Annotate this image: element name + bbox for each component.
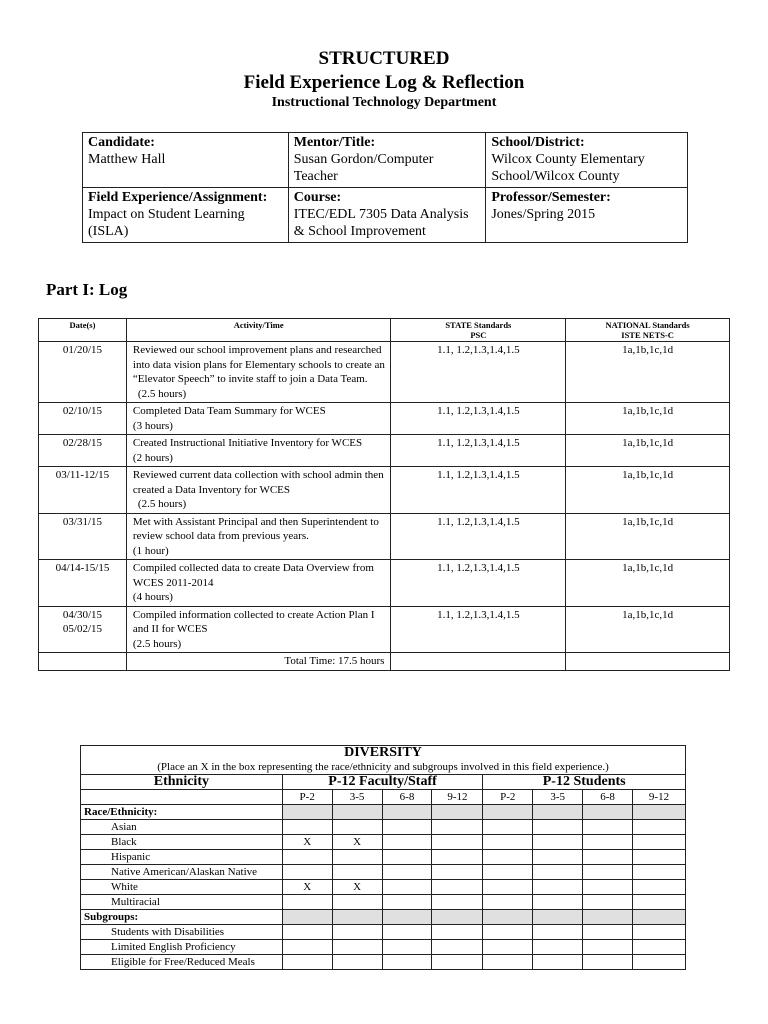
diversity-row [81, 865, 686, 880]
diversity-checkbox-cell[interactable] [432, 955, 483, 970]
diversity-row [81, 820, 686, 835]
diversity-checkbox-cell[interactable] [633, 865, 686, 880]
log-national-standards: 1a,1b,1c,1d [566, 403, 730, 435]
shaded-cell [483, 805, 533, 820]
diversity-row [81, 880, 686, 895]
log-state-standards: 1.1, 1.2,1.3,1.4,1.5 [391, 435, 566, 467]
log-activity [126, 342, 391, 403]
log-state-standards: 1.1, 1.2,1.3,1.4,1.5 [391, 342, 566, 403]
candidate-value: Matthew Hall [88, 152, 166, 167]
diversity-checkbox-cell[interactable] [633, 925, 686, 940]
log-activity-text: Completed Data Team Summary for WCES [132, 405, 326, 417]
ethnicity-header: Ethnicity [81, 775, 283, 790]
log-activity [126, 606, 391, 653]
log-activity-text: Created Instructional Initiative Inventory for WCES [132, 437, 363, 449]
log-total-empty [39, 653, 127, 671]
diversity-checkbox-cell[interactable] [633, 940, 686, 955]
doc-subtitle: Field Experience Log & Reflection [243, 72, 525, 93]
log-activity-time: (1 hour) [132, 544, 169, 557]
log-activity-time: (2 hours) [132, 451, 173, 464]
diversity-checkbox-cell[interactable] [633, 895, 686, 910]
log-national-standards: 1a,1b,1c,1d [566, 435, 730, 467]
log-activity [126, 560, 391, 607]
mentor-cell [288, 133, 486, 188]
log-activity-text: Compiled information collected to create Action Plan I and II for WCES [132, 608, 375, 635]
log-date-value: 04/14-15/15 [55, 562, 110, 574]
shaded-cell [332, 910, 382, 925]
log-activity-text: Reviewed our school improvement plans and researched into data vision plans for Elementary schools to create an “Elevator Speech” to invite staff to join a Data Team. [132, 344, 385, 385]
section-heading-log: Part I: Log [46, 280, 128, 299]
diversity-row-label: Hispanic [81, 850, 283, 865]
diversity-checkbox-cell[interactable] [633, 880, 686, 895]
log-header-date: Date(s) [39, 319, 127, 342]
diversity-checkbox-cell[interactable] [282, 925, 332, 940]
log-activity-time: (4 hours) [132, 591, 173, 603]
grade-header: P-2 [282, 790, 332, 805]
diversity-row [81, 925, 686, 940]
diversity-header [81, 746, 686, 775]
mentor-value: Susan Gordon/Computer Teacher [293, 152, 434, 184]
diversity-row-label: Eligible for Free/Reduced Meals [81, 955, 283, 970]
diversity-checkbox-cell[interactable] [332, 940, 382, 955]
diversity-checkbox-cell[interactable] [583, 820, 633, 835]
diversity-checkbox-cell[interactable] [332, 820, 382, 835]
diversity-checkbox-cell[interactable] [633, 955, 686, 970]
field-cell [83, 188, 289, 243]
subgroups-section-label-row [81, 910, 686, 925]
diversity-table [80, 745, 686, 970]
diversity-row [81, 895, 686, 910]
log-activity-time: (2.5 hours) [132, 637, 182, 650]
diversity-checkbox-cell[interactable] [382, 850, 432, 865]
log-total-row [39, 653, 730, 671]
grade-header: 3-5 [533, 790, 583, 805]
log-header-state-line2: PSC [470, 330, 487, 340]
log-row [39, 435, 730, 467]
diversity-checkbox-cell[interactable] [483, 880, 533, 895]
professor-cell [486, 188, 688, 243]
diversity-checkbox-cell[interactable] [583, 925, 633, 940]
diversity-checkbox-cell[interactable] [382, 940, 432, 955]
grade-header-empty [81, 790, 283, 805]
diversity-checkbox-cell[interactable] [483, 835, 533, 850]
log-date-value: 04/30/15 [62, 608, 103, 621]
students-header: P-12 Students [483, 775, 686, 790]
log-date-value: 02/10/15 [62, 405, 103, 417]
diversity-checkbox-cell[interactable] [432, 850, 483, 865]
doc-title: STRUCTURED [318, 48, 450, 69]
shaded-cell [633, 805, 686, 820]
school-cell [486, 133, 688, 188]
diversity-checkbox-cell[interactable] [533, 895, 583, 910]
diversity-checkbox-cell[interactable] [483, 925, 533, 940]
log-activity-text: Compiled collected data to create Data Overview from WCES 2011-2014 [132, 562, 374, 589]
diversity-row [81, 850, 686, 865]
diversity-row-label: Multiracial [81, 895, 283, 910]
diversity-checkbox-cell[interactable] [382, 820, 432, 835]
diversity-row-label: Limited English Proficiency [81, 940, 283, 955]
log-date-value: 03/31/15 [62, 515, 103, 528]
shaded-cell [432, 910, 483, 925]
mentor-label: Mentor/Title: [293, 135, 376, 150]
log-total-empty [391, 653, 566, 671]
diversity-checkbox-cell[interactable] [633, 820, 686, 835]
diversity-checkbox-cell[interactable] [282, 865, 332, 880]
log-header-national-line2: ISTE NETS-C [621, 330, 674, 340]
race-section-label: Race/Ethnicity: [81, 805, 283, 820]
log-date [39, 403, 127, 435]
diversity-checkbox-cell[interactable] [533, 925, 583, 940]
diversity-row-label: Black [81, 835, 283, 850]
diversity-row-label: Asian [81, 820, 283, 835]
log-national-standards: 1a,1b,1c,1d [566, 513, 730, 560]
school-label: School/District: [491, 135, 585, 150]
log-header-national [566, 319, 730, 342]
diversity-checkbox-cell[interactable] [633, 850, 686, 865]
log-national-standards: 1a,1b,1c,1d [566, 560, 730, 607]
school-value: Wilcox County Elementary School/Wilcox County [491, 152, 645, 184]
diversity-checkbox-cell[interactable] [583, 835, 633, 850]
diversity-checkbox-cell[interactable]: X [332, 835, 382, 850]
log-date [39, 467, 127, 514]
diversity-checkbox-cell[interactable] [633, 835, 686, 850]
diversity-checkbox-cell[interactable] [282, 955, 332, 970]
log-activity [126, 403, 391, 435]
shaded-cell [583, 910, 633, 925]
log-header-state [391, 319, 566, 342]
diversity-checkbox-cell[interactable] [432, 865, 483, 880]
log-row [39, 467, 730, 514]
log-national-standards: 1a,1b,1c,1d [566, 467, 730, 514]
diversity-checkbox-cell[interactable] [533, 940, 583, 955]
diversity-checkbox-cell[interactable] [483, 955, 533, 970]
diversity-checkbox-cell[interactable] [382, 835, 432, 850]
shaded-cell [282, 805, 332, 820]
log-date [39, 560, 127, 607]
diversity-checkbox-cell[interactable] [483, 820, 533, 835]
diversity-checkbox-cell[interactable] [382, 955, 432, 970]
grade-header: 9-12 [633, 790, 686, 805]
diversity-checkbox-cell[interactable] [533, 820, 583, 835]
diversity-checkbox-cell[interactable] [583, 895, 633, 910]
diversity-checkbox-cell[interactable] [432, 940, 483, 955]
log-date [39, 342, 127, 403]
log-date [39, 606, 127, 653]
diversity-row [81, 955, 686, 970]
diversity-row [81, 835, 686, 850]
diversity-checkbox-cell[interactable] [432, 925, 483, 940]
subgroups-section-label: Subgroups: [81, 910, 283, 925]
grade-header-row [81, 790, 686, 805]
diversity-checkbox-cell[interactable] [282, 820, 332, 835]
shaded-cell [533, 910, 583, 925]
field-label: Field Experience/Assignment: [88, 190, 268, 205]
log-total: Total Time: 17.5 hours [126, 653, 391, 671]
course-cell [288, 188, 486, 243]
diversity-checkbox-cell[interactable] [382, 925, 432, 940]
diversity-checkbox-cell[interactable] [533, 835, 583, 850]
shaded-cell [533, 805, 583, 820]
log-date-value: 02/28/15 [62, 437, 103, 449]
diversity-checkbox-cell[interactable] [332, 895, 382, 910]
shaded-cell [432, 805, 483, 820]
diversity-checkbox-cell[interactable] [483, 940, 533, 955]
diversity-row-label: White [81, 880, 283, 895]
professor-label: Professor/Semester: [491, 190, 611, 205]
grade-header: 3-5 [332, 790, 382, 805]
log-header-national-line1: NATIONAL Standards [605, 320, 690, 330]
log-date [39, 435, 127, 467]
log-header-activity: Activity/Time [126, 319, 391, 342]
race-section-label-row [81, 805, 686, 820]
candidate-label: Candidate: [88, 135, 155, 150]
shaded-cell [382, 805, 432, 820]
diversity-checkbox-cell[interactable] [583, 955, 633, 970]
shaded-cell [583, 805, 633, 820]
diversity-checkbox-cell[interactable] [282, 895, 332, 910]
diversity-checkbox-cell[interactable] [483, 850, 533, 865]
diversity-checkbox-cell[interactable] [432, 880, 483, 895]
log-national-standards: 1a,1b,1c,1d [566, 342, 730, 403]
log-state-standards: 1.1, 1.2,1.3,1.4,1.5 [391, 606, 566, 653]
log-date-value: 03/11-12/15 [55, 469, 110, 481]
log-activity-text: Met with Assistant Principal and then Superintendent to review school data from previous years. [132, 515, 379, 542]
diversity-checkbox-cell[interactable] [332, 925, 382, 940]
log-table [38, 318, 730, 671]
diversity-checkbox-cell[interactable] [432, 820, 483, 835]
log-date-value-2: 05/02/15 [62, 623, 103, 635]
course-label: Course: [293, 190, 342, 205]
department-name: Instructional Technology Department [271, 95, 497, 110]
log-activity-time: (3 hours) [132, 419, 173, 432]
diversity-checkbox-cell[interactable]: X [282, 835, 332, 850]
diversity-checkbox-cell[interactable] [583, 880, 633, 895]
professor-value: Jones/Spring 2015 [491, 207, 596, 222]
diversity-checkbox-cell[interactable] [382, 880, 432, 895]
info-table [82, 132, 688, 243]
log-state-standards: 1.1, 1.2,1.3,1.4,1.5 [391, 560, 566, 607]
grade-header: 6-8 [382, 790, 432, 805]
log-activity-time: (2.5 hours) [137, 498, 187, 510]
log-activity [126, 435, 391, 467]
shaded-cell [633, 910, 686, 925]
log-state-standards: 1.1, 1.2,1.3,1.4,1.5 [391, 513, 566, 560]
diversity-checkbox-cell[interactable] [282, 940, 332, 955]
diversity-checkbox-cell[interactable] [483, 865, 533, 880]
diversity-checkbox-cell[interactable] [282, 850, 332, 865]
shaded-cell [332, 805, 382, 820]
diversity-checkbox-cell[interactable] [432, 895, 483, 910]
diversity-checkbox-cell[interactable] [533, 880, 583, 895]
log-row [39, 513, 730, 560]
log-total-empty [566, 653, 730, 671]
diversity-checkbox-cell[interactable] [382, 895, 432, 910]
log-national-standards: 1a,1b,1c,1d [566, 606, 730, 653]
log-date [39, 513, 127, 560]
shaded-cell [483, 910, 533, 925]
diversity-checkbox-cell[interactable] [533, 955, 583, 970]
diversity-checkbox-cell[interactable] [483, 895, 533, 910]
diversity-checkbox-cell[interactable] [332, 955, 382, 970]
log-state-standards: 1.1, 1.2,1.3,1.4,1.5 [391, 403, 566, 435]
course-value: ITEC/EDL 7305 Data Analysis & School Improvement [293, 207, 469, 239]
field-value: Impact on Student Learning (ISLA) [88, 207, 245, 239]
log-state-standards: 1.1, 1.2,1.3,1.4,1.5 [391, 467, 566, 514]
grade-header: 6-8 [583, 790, 633, 805]
diversity-checkbox-cell[interactable] [583, 865, 633, 880]
diversity-checkbox-cell[interactable] [533, 865, 583, 880]
log-row [39, 342, 730, 403]
log-row [39, 403, 730, 435]
shaded-cell [382, 910, 432, 925]
candidate-cell [83, 133, 289, 188]
log-header-state-line1: STATE Standards [445, 320, 512, 330]
log-activity [126, 513, 391, 560]
diversity-checkbox-cell[interactable]: X [282, 880, 332, 895]
log-row [39, 560, 730, 607]
diversity-title: DIVERSITY [344, 745, 422, 760]
log-activity [126, 467, 391, 514]
grade-header: 9-12 [432, 790, 483, 805]
log-activity-time: (2.5 hours) [137, 387, 187, 400]
log-row [39, 606, 730, 653]
log-date-value: 01/20/15 [62, 344, 103, 356]
diversity-checkbox-cell[interactable] [382, 865, 432, 880]
shaded-cell [282, 910, 332, 925]
diversity-checkbox-cell[interactable] [432, 835, 483, 850]
grade-header: P-2 [483, 790, 533, 805]
diversity-checkbox-cell[interactable] [332, 865, 382, 880]
diversity-checkbox-cell[interactable]: X [332, 880, 382, 895]
diversity-checkbox-cell[interactable] [533, 850, 583, 865]
staff-header: P-12 Faculty/Staff [282, 775, 483, 790]
diversity-row [81, 940, 686, 955]
diversity-instructions: (Place an X in the box representing the race/ethnicity and subgroups involved in this field experience.) [157, 761, 609, 773]
diversity-row-label: Native American/Alaskan Native [81, 865, 283, 880]
diversity-checkbox-cell[interactable] [583, 940, 633, 955]
diversity-checkbox-cell[interactable] [332, 850, 382, 865]
diversity-checkbox-cell[interactable] [583, 850, 633, 865]
log-activity-text: Reviewed current data collection with school admin then created a Data Inventory for WCES [132, 469, 384, 496]
diversity-row-label: Students with Disabilities [81, 925, 283, 940]
